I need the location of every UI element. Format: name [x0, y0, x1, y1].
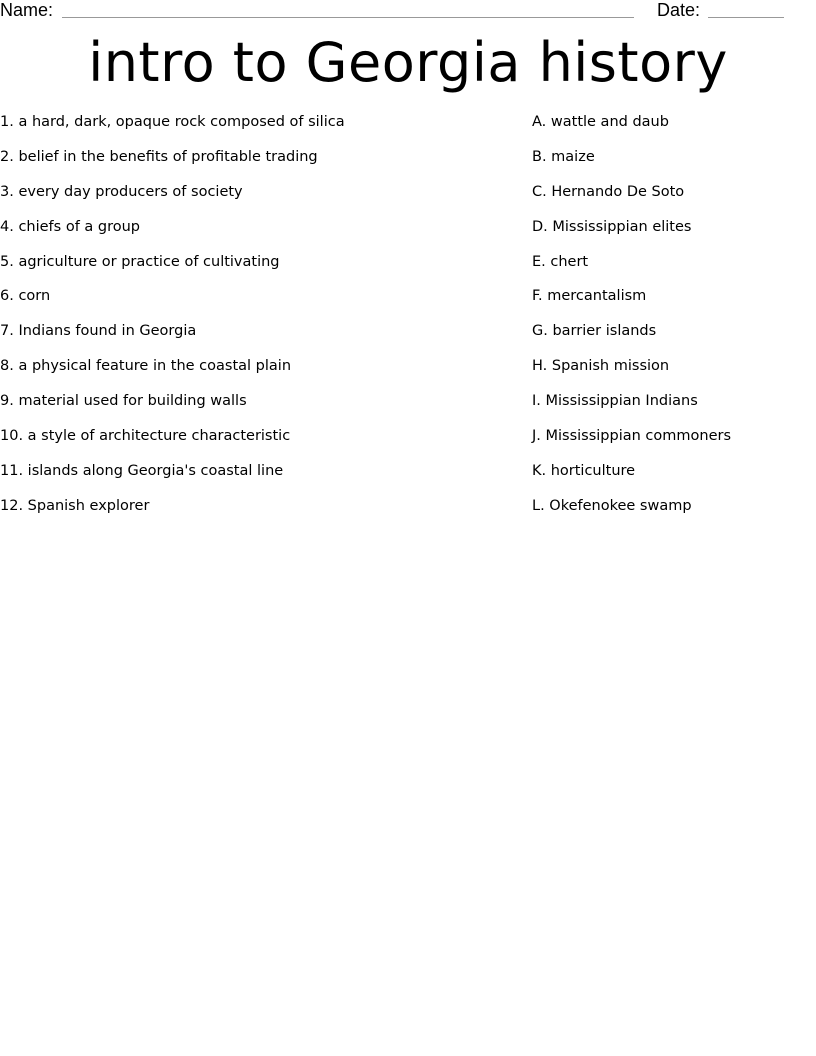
clue-item: 6. corn	[0, 288, 51, 305]
clue-item: 12. Spanish explorer	[0, 497, 150, 514]
answer-item: H. Spanish mission	[532, 358, 670, 375]
answer-item: F. mercantalism	[532, 288, 647, 305]
worksheet-header	[0, 0, 816, 22]
date-line	[708, 17, 784, 18]
clue-item: 3. every day producers of society	[0, 183, 243, 200]
clue-item: 2. belief in the benefits of profitable trading	[0, 148, 318, 165]
answer-item: E. chert	[532, 253, 589, 270]
date-label: Date:	[657, 0, 701, 20]
clue-item: 9. material used for building walls	[0, 393, 247, 410]
answer-item: L. Okefenokee swamp	[532, 497, 692, 514]
answer-list	[532, 110, 812, 529]
name-label: Name:	[0, 0, 54, 20]
clue-item: 8. a physical feature in the coastal plain	[0, 358, 292, 375]
clue-item: 1. a hard, dark, opaque rock composed of silica	[0, 114, 345, 130]
answer-item: B. maize	[532, 148, 595, 165]
answer-item: J. Mississippian commoners	[532, 428, 732, 445]
page-title: intro to Georgia history	[88, 31, 728, 94]
answer-item: I. Mississippian Indians	[532, 393, 698, 410]
clue-item: 4. chiefs of a group	[0, 218, 141, 235]
clue-list	[0, 110, 520, 529]
answer-item: G. barrier islands	[532, 323, 657, 340]
answer-item: K. horticulture	[532, 462, 636, 479]
answer-item: C. Hernando De Soto	[532, 183, 685, 200]
answer-item: A. wattle and daub	[532, 114, 669, 130]
clue-item: 11. islands along Georgia's coastal line	[0, 462, 284, 479]
answer-item: D. Mississippian elites	[532, 218, 692, 235]
clue-item: 10. a style of architecture characteristic	[0, 428, 291, 445]
clue-item: 5. agriculture or practice of cultivating	[0, 253, 280, 270]
clue-item: 7. Indians found in Georgia	[0, 323, 197, 340]
name-line	[62, 17, 634, 18]
